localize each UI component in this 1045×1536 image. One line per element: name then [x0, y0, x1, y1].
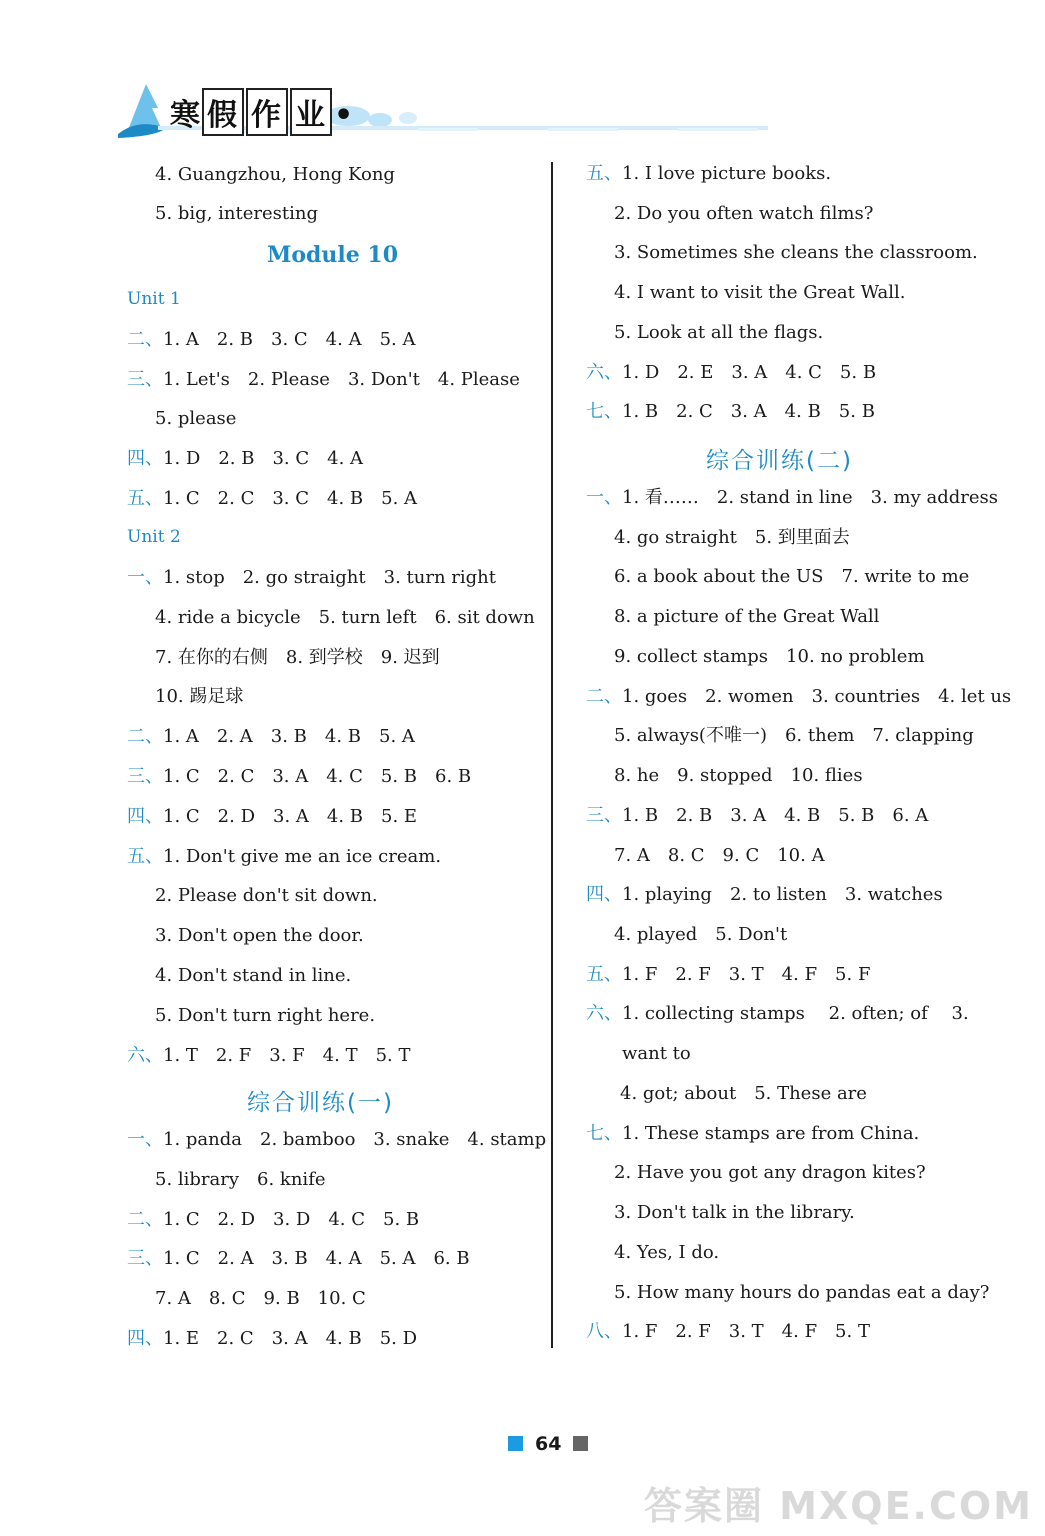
answer-line: [127, 1327, 417, 1351]
header-char: 业: [290, 88, 332, 136]
answer-line: [127, 566, 496, 590]
unit-label: Unit 2: [127, 527, 181, 547]
answer-line: [586, 963, 870, 987]
answer-line: [614, 605, 879, 629]
page-footer: [508, 1433, 588, 1455]
answer-text: 1. stop 2. go straight 3. turn right: [163, 567, 496, 588]
answer-line: [614, 565, 969, 589]
answer-text: 10. 踢足球: [155, 686, 244, 708]
watermark: 答案圈 MXQE.COM: [643, 1484, 1033, 1528]
answer-text: 1. B 2. C 3. A 4. B 5. B: [622, 401, 875, 423]
answer-line: [614, 844, 825, 868]
answer-text: 4. go straight 5. 到里面去: [614, 526, 850, 548]
section-number: 七、: [586, 1122, 622, 1144]
answer-text: 5. How many hours do pandas eat a day?: [614, 1281, 990, 1303]
answer-text: 9. collect stamps 10. no problem: [614, 645, 925, 667]
answer-text: 5. please: [155, 408, 237, 430]
answer-text: 1. F 2. F 3. T 4. F 5. F: [622, 963, 871, 985]
answer-line: [155, 685, 243, 709]
answer-text: 3. Don't open the door.: [155, 925, 364, 947]
section-number: 一、: [127, 567, 163, 588]
answer-line: [586, 1122, 919, 1146]
answer-text: 1. 看…… 2. stand in line 3. my address: [622, 487, 999, 508]
answer-text: 1. T 2. F 3. F 4. T 5. T: [163, 1044, 411, 1066]
answer-text: 7. A 8. C 9. C 10. A: [614, 844, 825, 866]
answer-line: [127, 368, 520, 392]
answer-line: [127, 487, 417, 511]
section-number: 五、: [127, 487, 163, 509]
answer-line: [127, 328, 415, 352]
answer-text: 3. Sometimes she cleans the classroom.: [614, 242, 978, 264]
answer-line: [155, 964, 351, 988]
module-title: Module 10: [267, 242, 399, 268]
header-title: [170, 88, 355, 136]
answer-text: 1. D 2. B 3. C 4. A: [163, 448, 364, 470]
answer-text: 5. Don't turn right here.: [155, 1004, 376, 1026]
answer-text: 2. Please don't sit down.: [155, 885, 378, 907]
answer-text: 1. collecting stamps 2. often; of 3.: [622, 1003, 969, 1025]
section-number: 四、: [127, 1328, 163, 1349]
answer-line: [586, 400, 875, 424]
footer-square-right-icon: [573, 1436, 588, 1451]
header-char: 作: [246, 88, 288, 136]
answer-text: 4. ride a bicycle 5. turn left 6. sit down: [155, 606, 535, 628]
answer-line: [614, 1241, 719, 1265]
answer-line: [155, 1168, 326, 1192]
answer-text: 1. playing 2. to listen 3. watches: [622, 884, 943, 906]
answer-line: [614, 321, 823, 345]
section-title: 综合训练(一): [247, 1090, 394, 1116]
answer-line: [586, 685, 1011, 709]
answer-line: [620, 1082, 867, 1106]
unit-label: Unit 1: [127, 289, 181, 309]
answer-line: [155, 884, 378, 908]
answer-line: [155, 924, 364, 948]
answer-text: 8. a picture of the Great Wall: [614, 606, 880, 628]
answer-text: 1. B 2. B 3. A 4. B 5. B 6. A: [622, 804, 929, 826]
column-divider: [551, 162, 553, 1348]
answer-text: 4. I want to visit the Great Wall.: [614, 282, 906, 304]
answer-text: 1. C 2. D 3. D 4. C 5. B: [163, 1208, 420, 1230]
answer-text: 4. Don't stand in line.: [155, 965, 352, 986]
answer-text: 1. C 2. C 3. A 4. C 5. B 6. B: [163, 766, 472, 787]
answer-text: 1. C 2. C 3. C 4. B 5. A: [163, 487, 418, 509]
answer-text: 5. library 6. knife: [155, 1168, 326, 1190]
answer-text: 8. he 9. stopped 10. flies: [614, 765, 863, 787]
section-number: 六、: [586, 1003, 622, 1025]
answer-line: [127, 447, 363, 471]
answer-text: 1. panda 2. bamboo 3. snake 4. stamp: [163, 1129, 547, 1150]
answer-text: 1. goes 2. women 3. countries 4. let us: [622, 685, 1012, 707]
answer-line: 5. big, interesting: [155, 203, 318, 224]
section-number: 三、: [127, 368, 163, 390]
answer-text: 1. E 2. C 3. A 4. B 5. D: [163, 1328, 418, 1349]
section-number: 五、: [586, 163, 622, 184]
answer-line: [127, 725, 415, 749]
section-number: 三、: [586, 804, 622, 826]
answer-text: 5. always(不唯一) 6. them 7. clapping: [614, 725, 974, 747]
section-number: 八、: [586, 1321, 622, 1343]
answer-text: 1. A 2. A 3. B 4. B 5. A: [163, 726, 415, 748]
section-number: 一、: [127, 1129, 163, 1150]
answer-text: 4. Yes, I do.: [614, 1241, 720, 1263]
answer-line: [614, 645, 925, 669]
answer-text: 4. played 5. Don't: [614, 924, 788, 946]
answer-line: [622, 1042, 691, 1066]
answer-line: [586, 883, 943, 907]
answer-line: [127, 1247, 470, 1271]
header-dot: •: [334, 98, 356, 133]
section-number: 二、: [127, 329, 163, 350]
section-number: 三、: [127, 1248, 163, 1270]
section-number: 四、: [127, 448, 163, 470]
section-number: 六、: [127, 1044, 163, 1066]
section-number: 三、: [127, 766, 163, 787]
answer-text: 4. got; about 5. These are: [620, 1082, 867, 1104]
answer-line: [586, 1320, 870, 1344]
answer-line: [614, 764, 863, 788]
answer-text: 5. Look at all the flags.: [614, 321, 824, 343]
answer-line: [127, 1044, 410, 1068]
answer-text: 7. A 8. C 9. B 10. C: [155, 1288, 366, 1310]
section-number: 六、: [586, 361, 622, 383]
answer-line: [614, 1161, 926, 1185]
answer-text: 1. I love picture books.: [622, 163, 832, 184]
section-number: 一、: [586, 487, 622, 508]
answer-text: 2. Have you got any dragon kites?: [614, 1162, 926, 1184]
header-char: 寒: [170, 98, 202, 133]
answer-line: [586, 361, 876, 385]
section-number: 五、: [127, 845, 163, 867]
answer-line: [586, 1002, 969, 1026]
answer-line: [127, 1128, 546, 1152]
answer-text: 1. F 2. F 3. T 4. F 5. T: [622, 1321, 870, 1343]
footer-square-left-icon: [508, 1436, 523, 1451]
page-header: [118, 78, 768, 140]
answer-text: want to: [622, 1043, 691, 1065]
page-number: 64: [535, 1433, 562, 1455]
answer-text: 1. Let's 2. Please 3. Don't 4. Please: [163, 368, 520, 390]
answer-line: [614, 724, 974, 748]
section-number: 五、: [586, 963, 622, 985]
header-char: 假: [202, 88, 244, 136]
answer-line: [614, 526, 850, 550]
answer-line: [614, 281, 906, 305]
answer-text: 7. 在你的右侧 8. 到学校 9. 迟到: [155, 646, 440, 668]
answer-line: [614, 202, 873, 226]
answer-line: [614, 923, 787, 947]
answer-line: [155, 1004, 375, 1028]
answer-line: [127, 1208, 419, 1232]
answer-line: [614, 1201, 855, 1225]
answer-text: 3. Don't talk in the library.: [614, 1202, 855, 1224]
answer-line: 4. Guangzhou, Hong Kong: [155, 164, 395, 185]
answer-line: [586, 486, 998, 510]
answer-line: [586, 804, 928, 828]
answer-line: [614, 241, 978, 265]
answer-text: 1. These stamps are from China.: [622, 1122, 920, 1144]
section-title: 综合训练(二): [706, 448, 853, 474]
section-number: 二、: [127, 726, 163, 748]
answer-text: 1. C 2. A 3. B 4. A 5. A 6. B: [163, 1248, 470, 1270]
answer-text: 1. A 2. B 3. C 4. A 5. A: [163, 329, 416, 350]
answer-line: [155, 1287, 366, 1311]
answer-text: 1. D 2. E 3. A 4. C 5. B: [622, 361, 877, 383]
answer-line: [127, 845, 441, 869]
answer-line: [155, 606, 535, 630]
section-number: 二、: [586, 685, 622, 707]
section-number: 四、: [586, 884, 622, 906]
section-number: 七、: [586, 401, 622, 423]
answer-line: [155, 646, 440, 670]
answer-line: [586, 162, 831, 186]
section-number: 二、: [127, 1208, 163, 1230]
answer-line: [127, 805, 417, 829]
section-number: 四、: [127, 805, 163, 827]
answer-line: [614, 1281, 989, 1305]
answer-text: 6. a book about the US 7. write to me: [614, 566, 970, 588]
answer-line: [127, 765, 471, 789]
answer-text: 2. Do you often watch films?: [614, 202, 874, 224]
answer-text: 1. C 2. D 3. A 4. B 5. E: [163, 805, 418, 827]
answer-line: [155, 407, 236, 431]
answer-text: 1. Don't give me an ice cream.: [163, 845, 442, 867]
